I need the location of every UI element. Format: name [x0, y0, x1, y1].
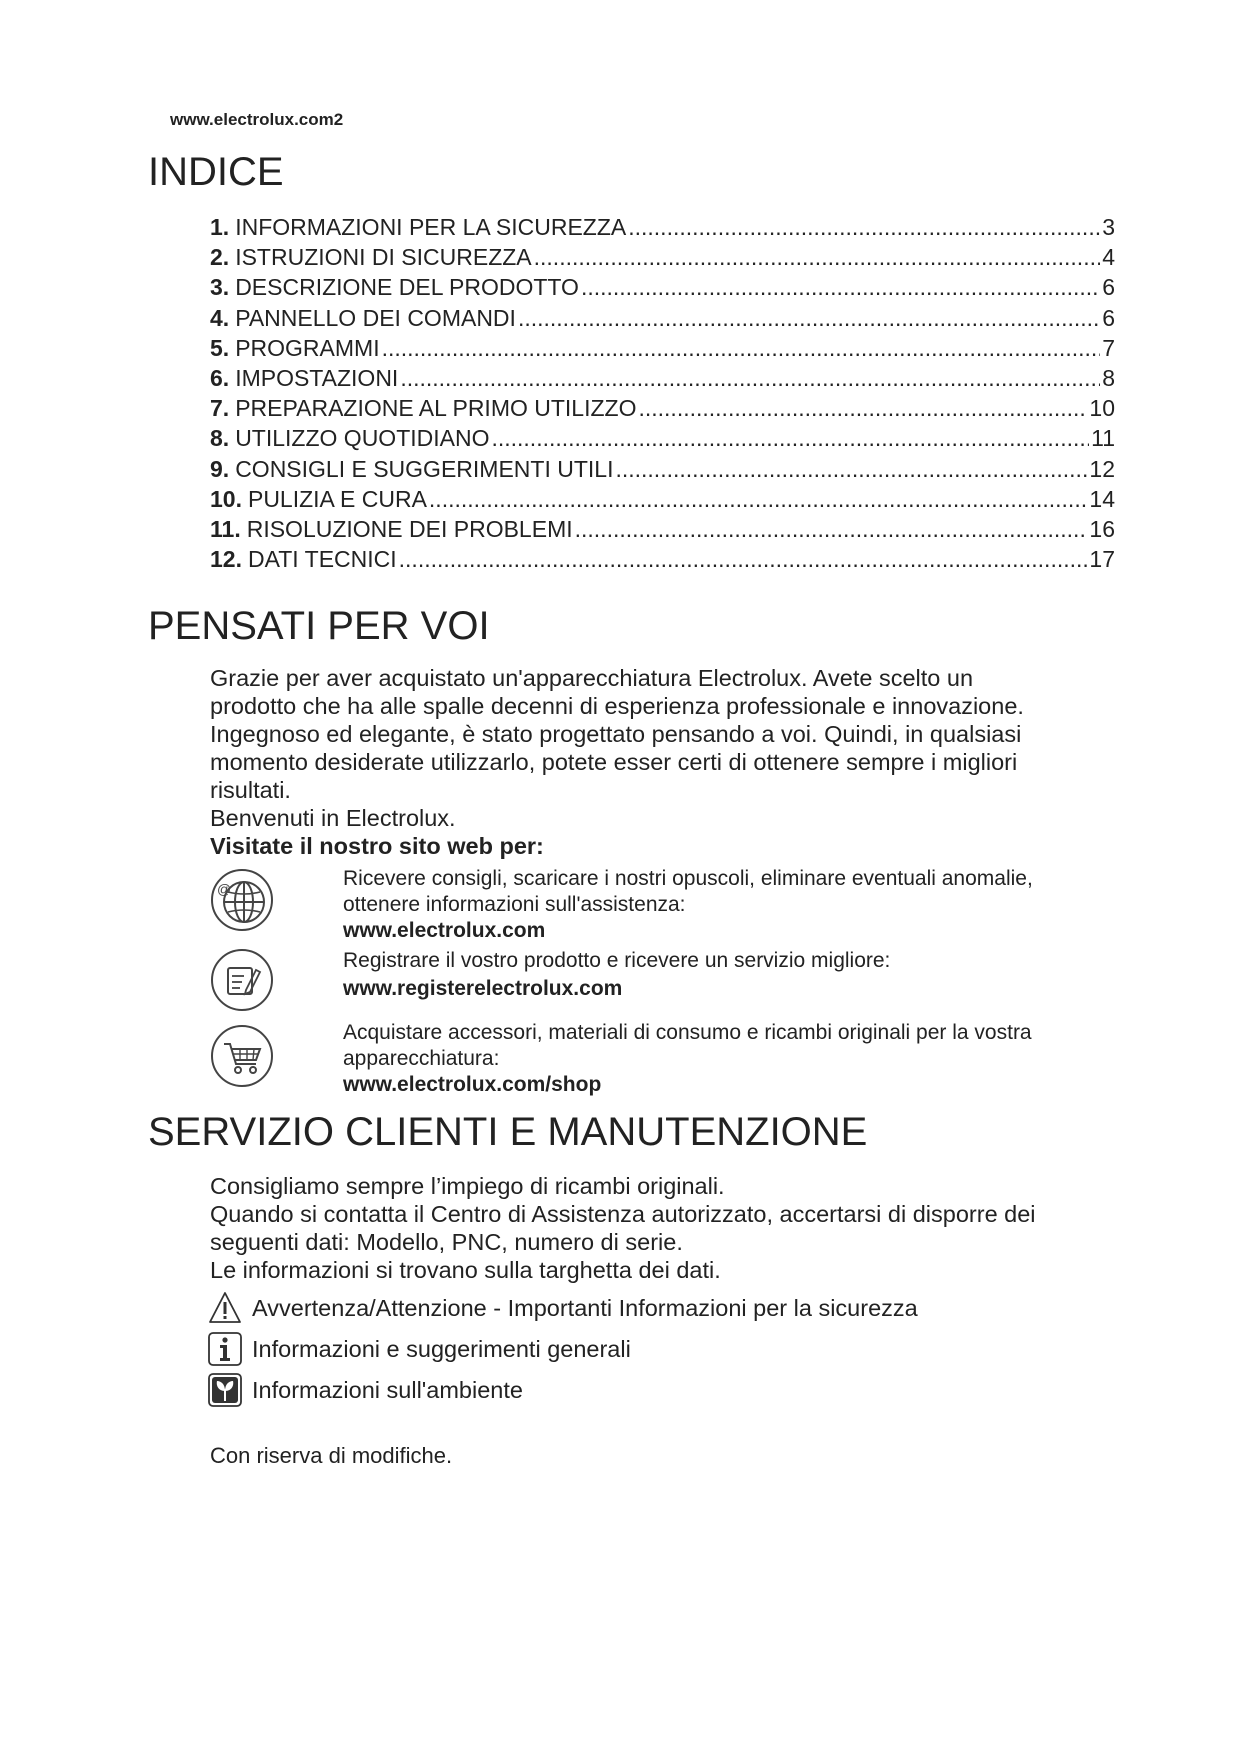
intro-paragraph: Grazie per aver acquistato un'apparecchiatura Electrolux. Avete scelto un prodotto che ha alle spalle decenni di esperienza professionale e innovazione. Ingegnoso ed elegante, è stato progettato pensando a voi. Quindi, in qualsiasi momento desiderate utilizzarlo, potete esser certi di ottenere sempre i migliori risultati. Benvenuti in Electrolux. Visitate il nostro sito web per: [210, 664, 1110, 860]
svg-text:@: @ [217, 881, 232, 897]
intro-heading: PENSATI PER VOI [148, 604, 490, 648]
service-heading: SERVIZIO CLIENTI E MANUTENZIONE [148, 1110, 868, 1154]
toc-item[interactable]: 4. PANNELLO DEI COMANDI ..... 6 [210, 305, 1115, 335]
service-paragraph: Consigliamo sempre l’impiego di ricambi originali. Quando si contatta il Centro di Assistenza autorizzato, accertarsi di disporre dei seguenti dati: Modello, PNC, numero di serie. Le informazioni si trovano sulla targhetta dei dati. [210, 1173, 1036, 1283]
support-link[interactable]: www.electrolux.com [343, 919, 546, 942]
toc-item[interactable]: 1. INFORMAZIONI PER LA SICUREZZA ..... 3 [210, 214, 1115, 244]
toc-item[interactable]: 12. DATI TECNICI ..... 17 [210, 546, 1115, 576]
toc-item[interactable]: 7. PREPARAZIONE AL PRIMO UTILIZZO ..... 10 [210, 395, 1115, 425]
globe-icon [210, 868, 274, 932]
legend-info: Informazioni e suggerimenti generali [208, 1331, 631, 1367]
cart-icon [210, 1024, 274, 1088]
toc-item[interactable]: 11. RISOLUZIONE DEI PROBLEMI ..... 16 [210, 516, 1115, 546]
toc-item[interactable]: 8. UTILIZZO QUOTIDIANO ..... 11 [210, 425, 1115, 455]
register-link[interactable]: www.registerelectrolux.com [343, 977, 623, 1000]
table-of-contents [210, 214, 1115, 576]
warning-icon [208, 1291, 242, 1325]
header-url[interactable]: www.electrolux.com2 [170, 110, 344, 129]
info-icon [208, 1332, 242, 1366]
legend-environment: Informazioni sull'ambiente [208, 1372, 523, 1408]
register-icon [210, 948, 274, 1012]
toc-item[interactable]: 10. PULIZIA E CURA ..... 14 [210, 486, 1115, 516]
toc-item[interactable]: 5. PROGRAMMI ..... 7 [210, 335, 1115, 365]
shop-link[interactable]: www.electrolux.com/shop [343, 1073, 602, 1096]
environment-icon [208, 1373, 242, 1407]
toc-item[interactable]: 2. ISTRUZIONI DI SICUREZZA ..... 4 [210, 244, 1115, 274]
disclaimer-note: Con riserva di modifiche. [210, 1443, 453, 1468]
toc-item[interactable]: 6. IMPOSTAZIONI ..... 8 [210, 365, 1115, 395]
toc-heading: INDICE [148, 150, 284, 194]
toc-item[interactable]: 3. DESCRIZIONE DEL PRODOTTO ..... 6 [210, 274, 1115, 304]
visit-label: Visitate il nostro sito web per: [210, 833, 544, 859]
toc-item[interactable]: 9. CONSIGLI E SUGGERIMENTI UTILI ..... 12 [210, 456, 1115, 486]
legend-warning: Avvertenza/Attenzione - Importanti Informazioni per la sicurezza [208, 1290, 918, 1326]
